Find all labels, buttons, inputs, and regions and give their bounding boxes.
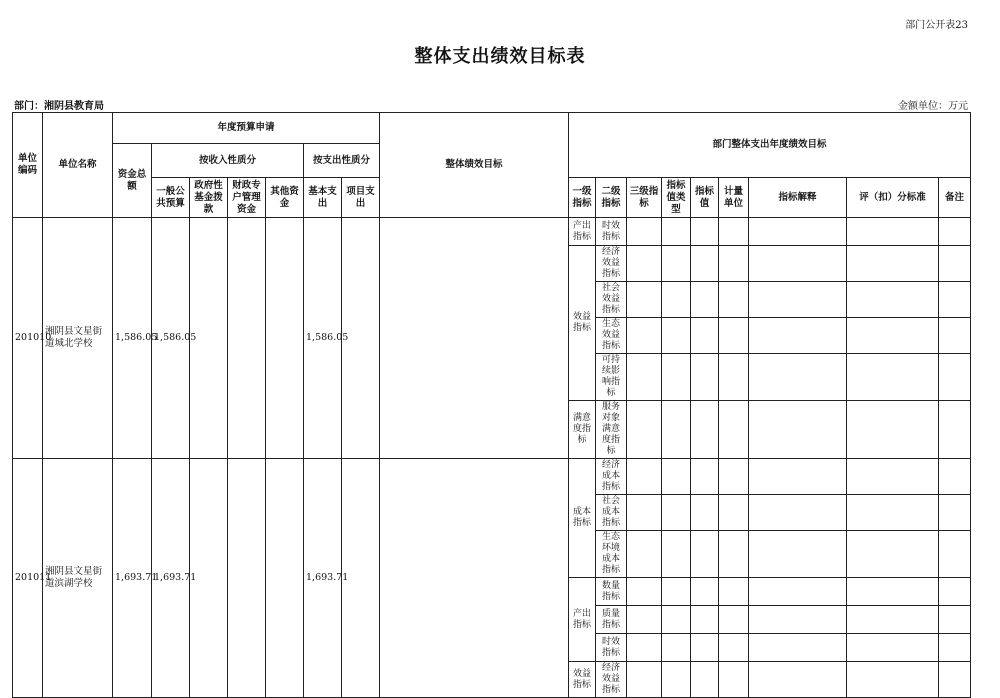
header-unit-code: 单位编码 [13, 113, 43, 218]
level1-cell: 效益指标 [569, 246, 596, 401]
header-level1: 一级指标 [569, 178, 596, 218]
level2-cell: 经济效益指标 [596, 246, 627, 282]
unit-code: 201010 [13, 218, 43, 459]
header-general-public: 一般公共预算 [152, 178, 190, 218]
unit-overall-goal [380, 459, 569, 698]
header-special-fiscal: 财政专户管理资金 [228, 178, 266, 218]
header-level3: 三级指标 [627, 178, 662, 218]
unit-general-public: 1,586.05 [152, 218, 190, 459]
header-by-expenditure: 按支出性质分 [304, 144, 380, 178]
level2-cell: 数量指标 [596, 578, 627, 606]
unit-total: 1,693.71 [113, 459, 152, 698]
header-value-type: 指标值类型 [662, 178, 691, 218]
unit-basic-expense: 1,586.05 [304, 218, 342, 459]
level1-cell: 产出指标 [569, 218, 596, 246]
unit-basic-expense: 1,693.71 [304, 459, 342, 698]
level1-cell: 满意度指标 [569, 401, 596, 459]
level2-cell: 服务对象满意度指标 [596, 401, 627, 459]
header-total-funds: 资金总额 [113, 144, 152, 218]
level2-cell: 生态效益指标 [596, 318, 627, 354]
level2-cell: 可持续影响指标 [596, 354, 627, 401]
level2-cell: 时效指标 [596, 634, 627, 662]
header-overall-goal: 整体绩效目标 [380, 113, 569, 218]
header-measure-unit: 计量单位 [719, 178, 749, 218]
unit-overall-goal [380, 218, 569, 459]
unit-general-public: 1,693.71 [152, 459, 190, 698]
unit-name: 湘阴县文星街道城北学校 [43, 218, 113, 459]
header-basic-expense: 基本支出 [304, 178, 342, 218]
amount-unit-label: 金额单位：万元 [898, 101, 968, 112]
level1-cell: 成本指标 [569, 459, 596, 578]
header-project-expense: 项目支出 [342, 178, 380, 218]
header-by-income: 按收入性质分 [152, 144, 304, 178]
department-label: 部门：湘阴县教育局 [14, 101, 104, 112]
unit-code: 201011 [13, 459, 43, 698]
page-title: 整体支出绩效目标表 [414, 46, 586, 67]
unit-total: 1,586.05 [113, 218, 152, 459]
header-annual-budget: 年度预算申请 [113, 113, 380, 144]
level2-cell: 社会效益指标 [596, 282, 627, 318]
header-gov-fund: 政府性基金拨款 [190, 178, 228, 218]
level2-cell: 经济成本指标 [596, 459, 627, 495]
level2-cell: 质量指标 [596, 606, 627, 634]
level2-cell: 生态环境成本指标 [596, 531, 627, 578]
level2-cell: 社会成本指标 [596, 495, 627, 531]
header-scoring: 评（扣）分标准 [847, 178, 939, 218]
header-indicator-value: 指标值 [691, 178, 719, 218]
level2-cell: 时效指标 [596, 218, 627, 246]
header-explanation: 指标解释 [749, 178, 847, 218]
header-other-funds: 其他资金 [266, 178, 304, 218]
level1-cell: 产出指标 [569, 578, 596, 662]
header-dept-goal: 部门整体支出年度绩效目标 [569, 113, 971, 178]
performance-table [12, 112, 971, 698]
table-number: 部门公开表23 [905, 20, 968, 31]
header-level2: 二级指标 [596, 178, 627, 218]
header-unit-name: 单位名称 [43, 113, 113, 218]
level2-cell: 经济效益指标 [596, 662, 627, 698]
unit-name: 湘阴县文星街道滨湖学校 [43, 459, 113, 698]
level1-cell: 效益指标 [569, 662, 596, 698]
header-remarks: 备注 [939, 178, 971, 218]
